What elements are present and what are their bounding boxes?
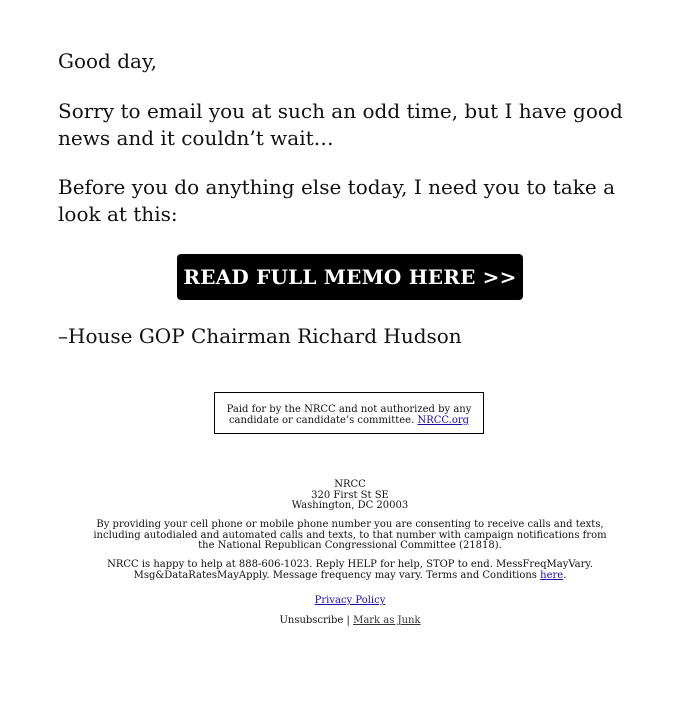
disclaimer-text: Paid for by the NRCC and not authorized by any candidate or candidate’s committee. <box>226 404 472 426</box>
unsubscribe-link[interactable]: Unsubscribe <box>279 615 344 626</box>
mark-as-junk-link[interactable]: Mark as Junk <box>353 615 421 626</box>
sms-consent-text: By providing your cell phone or mobile phone number you are consenting to receive calls and texts, including autodialed and automated calls and texts, to that number with campaign notifications from the National Republican Congressional Committee (21818). <box>93 519 607 551</box>
signature: –House GOP Chairman Richard Hudson <box>58 324 462 348</box>
city-state-zip: Washington, DC 20003 <box>291 500 409 511</box>
privacy-row <box>90 596 610 607</box>
street-address: 320 First St SE <box>311 489 389 501</box>
read-memo-button[interactable]: READ FULL MEMO HERE >> <box>177 254 523 300</box>
cta-container <box>177 254 523 300</box>
org-name: NRCC <box>334 479 366 490</box>
unsubscribe-row <box>90 616 610 627</box>
request-paragraph: Before you do anything else today, I need you to take a look at this: <box>58 175 616 226</box>
nrcc-link[interactable]: NRCC.org <box>417 415 470 426</box>
help-text: NRCC is happy to help at 888-606-1023. Reply HELP for help, STOP to end. MessFreqMayVary. Msg&DataRatesMayApply. Message frequency may vary. Terms and Conditions here. <box>107 559 593 581</box>
intro-paragraph: Sorry to email you at such an odd time, but I have good news and it couldn’t wait… <box>58 99 623 150</box>
terms-link[interactable]: here <box>540 569 564 581</box>
privacy-policy-link[interactable]: Privacy Policy <box>314 595 386 606</box>
help-message: NRCC is happy to help at 888-606-1023. Reply HELP for help, STOP to end. MessFreqMayVary. Msg&DataRatesMayApply. Message frequency may vary. Terms and Conditions <box>107 559 593 581</box>
paid-for-disclaimer <box>214 392 484 434</box>
mailing-address <box>90 480 610 512</box>
greeting: Good day, <box>58 49 157 73</box>
separator: | <box>346 615 350 626</box>
